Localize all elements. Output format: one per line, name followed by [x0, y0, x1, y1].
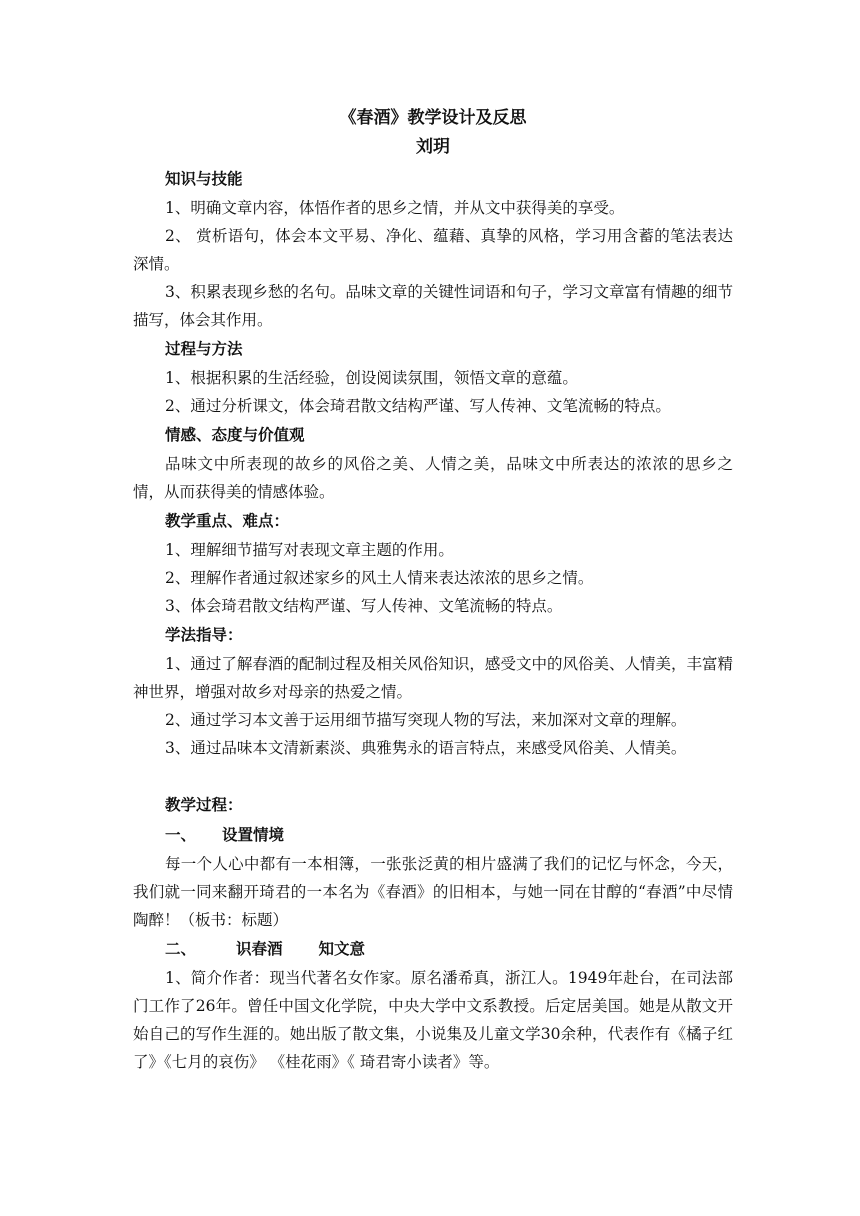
section-heading-study-guide: 学法指导：: [165, 625, 243, 644]
step-title: 识春酒: [236, 939, 283, 958]
paragraph: 1、简介作者：现当代著名女作家。原名潘希真，浙江人。1949年赴台，在司法部门工作了26年。曾任中国文化学院，中央大学中文系教授。后定居美国。她是从散文开始自己的写作生涯的。她出版了散文集，小说集及儿童文学30余种，代表作有《橘子红了》《七月的哀伤》 《桂花雨》《 琦君寄小读者》等。: [133, 969, 733, 1071]
document-author: 刘玥: [416, 137, 450, 157]
section-heading-knowledge: 知识与技能: [165, 169, 243, 188]
paragraph: 2、理解作者通过叙述家乡的风土人情来表达浓浓的思乡之情。: [165, 569, 594, 587]
paragraph: 2、 赏析语句，体会本文平易、净化、蕴藉、真挚的风格，学习用含蓄的笔法表达深情。: [133, 227, 733, 273]
step-number: 一、: [165, 825, 197, 844]
paragraph: 1、通过了解春酒的配制过程及相关风俗知识，感受文中的风俗美、人情美，丰富精神世界，增强对故乡对母亲的热爱之情。: [133, 655, 733, 701]
paragraph: 3、体会琦君散文结构严谨、写人传神、文笔流畅的特点。: [165, 597, 563, 615]
step-heading-2: [133, 934, 733, 964]
paragraph: 1、理解细节描写对表现文章主题的作用。: [165, 541, 454, 559]
document-title: 《春酒》教学设计及反思: [339, 108, 527, 128]
paragraph: 3、积累表现乡愁的名句。品味文章的关键性词语和句子，学习文章富有情趣的细节描写，体会其作用。: [133, 283, 733, 329]
paragraph: 1、根据积累的生活经验，创设阅读氛围，领悟文章的意蕴。: [165, 369, 578, 387]
paragraph: 3、通过品味本文清新素淡、典雅隽永的语言特点，来感受风俗美、人情美。: [165, 739, 687, 757]
paragraph: 2、通过分析课文，体会琦君散文结构严谨、写人传神、文笔流畅的特点。: [165, 397, 671, 415]
paragraph: 2、通过学习本文善于运用细节描写突现人物的写法，来加深对文章的理解。: [165, 711, 687, 729]
section-heading-emotion-values: 情感、态度与价值观: [165, 425, 305, 444]
paragraph: 1、明确文章内容，体悟作者的思乡之情，并从文中获得美的享受。: [165, 199, 625, 217]
section-heading-key-points: 教学重点、难点：: [165, 511, 290, 530]
step-number: 二、: [165, 939, 197, 958]
step-heading-1: [133, 820, 733, 850]
paragraph: 每一个人心中都有一本相簿，一张张泛黄的相片盛满了我们的记忆与怀念，今天，我们就一同来翻开琦君的一本名为《春酒》的旧相本，与她一同在甘醇的“春酒”中尽情陶醉！（板书：标题）: [133, 855, 733, 929]
document-body: [133, 104, 733, 1076]
section-heading-teaching-process: 教学过程：: [165, 795, 243, 814]
paragraph: 品味文中所表现的故乡的风俗之美、人情之美，品味文中所表达的浓浓的思乡之情，从而获得美的情感体验。: [133, 455, 733, 501]
blank-line: [133, 762, 733, 790]
step-title: 知文意: [318, 939, 366, 958]
section-heading-process-method: 过程与方法: [165, 339, 243, 358]
step-title: 设置情境: [222, 825, 285, 844]
